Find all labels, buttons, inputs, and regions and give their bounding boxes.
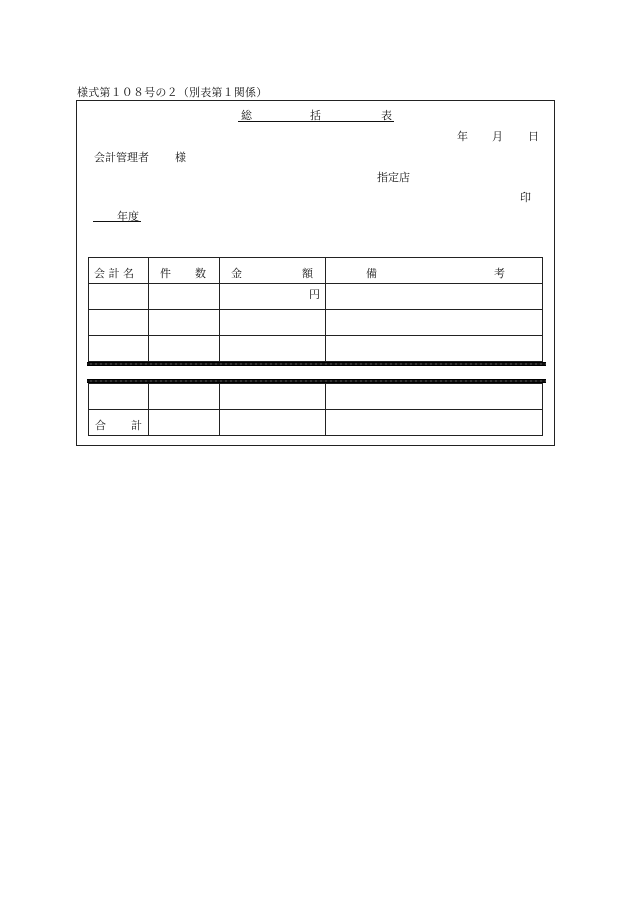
total-count[interactable] [149, 410, 220, 436]
cell-count[interactable] [149, 336, 220, 362]
table-total-row [89, 410, 543, 436]
title-char-3: 表 [381, 109, 392, 122]
header-count: 件 数 [149, 258, 220, 284]
date-day-label: 日 [528, 130, 539, 143]
cell-remarks[interactable] [326, 336, 543, 362]
cell-count[interactable] [149, 284, 220, 310]
summary-table-upper [88, 257, 543, 362]
total-amount[interactable] [220, 410, 326, 436]
cell-account-name[interactable] [89, 310, 149, 336]
summary-table-lower [88, 383, 543, 436]
table-header-row [89, 258, 543, 284]
yen-unit: 円 [309, 288, 320, 301]
addressee-name: 会計管理者 [94, 151, 149, 164]
cell-account-name[interactable] [89, 336, 149, 362]
cell-remarks[interactable] [326, 284, 543, 310]
form-caption: 様式第１０８号の２（別表第１関係） [77, 86, 268, 99]
title-char-2: 括 [310, 109, 321, 122]
cell-amount[interactable] [220, 384, 326, 410]
date-year-label: 年 [457, 130, 468, 143]
cell-amount[interactable] [220, 284, 326, 310]
cell-amount[interactable] [220, 310, 326, 336]
table-break-line-top [87, 362, 546, 366]
cell-count[interactable] [149, 310, 220, 336]
header-amount: 金 額 [220, 258, 326, 284]
seal-mark: 印 [520, 191, 531, 204]
header-account-name: 会 計 名 [89, 258, 149, 284]
table-row [89, 284, 543, 310]
store-label: 指定店 [377, 171, 410, 184]
cell-count[interactable] [149, 384, 220, 410]
form-title [238, 107, 394, 122]
cell-remarks[interactable] [326, 384, 543, 410]
cell-remarks[interactable] [326, 310, 543, 336]
table-row [89, 310, 543, 336]
title-char-1: 総 [241, 109, 252, 122]
table-row [89, 384, 543, 410]
cell-account-name[interactable] [89, 384, 149, 410]
total-remarks[interactable] [326, 410, 543, 436]
cell-amount[interactable] [220, 336, 326, 362]
date-month-label: 月 [492, 130, 503, 143]
total-label: 合 計 [89, 410, 149, 436]
table-row [89, 336, 543, 362]
cell-account-name[interactable] [89, 284, 149, 310]
fiscal-year-label: 年度 [117, 210, 139, 223]
addressee-honorific: 様 [175, 151, 186, 164]
header-remarks: 備 考 [326, 258, 543, 284]
